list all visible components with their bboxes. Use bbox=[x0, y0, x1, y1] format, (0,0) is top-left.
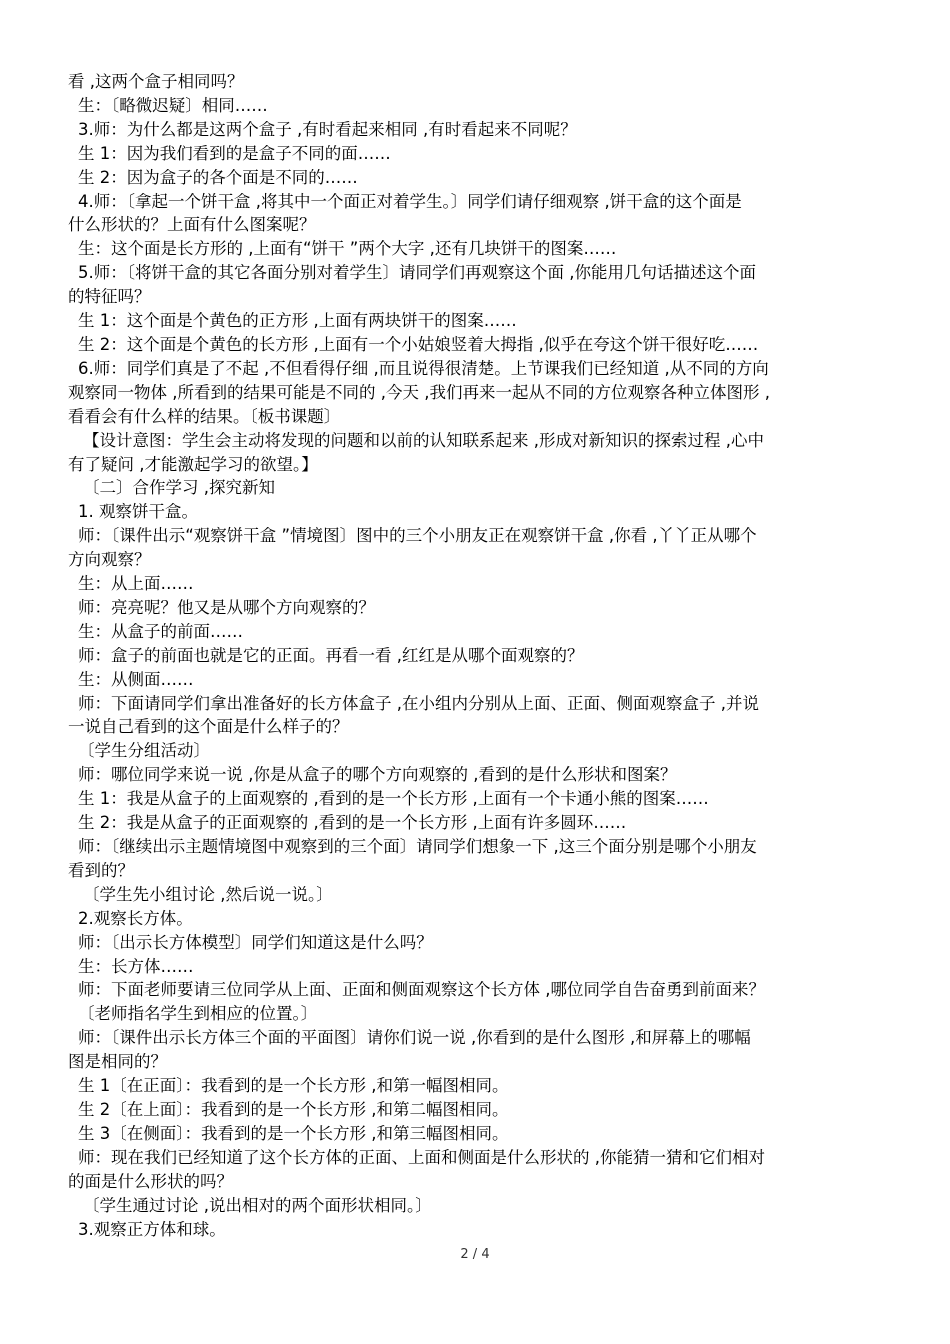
subsection-heading: 2.观察长方体。 bbox=[78, 908, 193, 928]
text-line: 生：从上面…… bbox=[78, 574, 194, 594]
design-intent-note: 【设计意图：学生会主动将发现的问题和以前的认知联系起来 ,形成对新知识的探索过程 ,心中 bbox=[83, 430, 764, 450]
text-line: 师：亮亮呢？他又是从哪个方向观察的？ bbox=[78, 597, 375, 617]
text-line: 生 2：我是从盒子的正面观察的 ,看到的是一个长方形 ,上面有许多圆环…… bbox=[78, 813, 627, 833]
text-line: 师：下面老师要请三位同学从上面、正面和侧面观察这个长方体 ,哪位同学自告奋勇到前面来？ bbox=[78, 980, 765, 1000]
subsection-heading: 1. 观察饼干盒。 bbox=[78, 502, 198, 522]
text-line: 6.师：同学们真是了不起 ,不但看得仔细 ,而且说得很清楚。上节课我们已经知道 ,从不同的方向 bbox=[78, 358, 769, 378]
text-line: 观察同一物体 ,所看到的结果可能是不同的 ,今天 ,我们再来一起从不同的方位观察各种立体图形 , bbox=[68, 382, 770, 402]
text-line: 方向观察？ bbox=[68, 550, 151, 570]
text-line: 的面是什么形状的吗？ bbox=[68, 1171, 233, 1191]
text-line: 一说自己看到的这个面是什么样子的？ bbox=[68, 717, 349, 737]
text-line: 师：〔课件出示“观察饼干盒 ”情境图〕图中的三个小朋友正在观察饼干盒 ,你看 ,丫丫正从哪个 bbox=[78, 526, 757, 546]
text-line: 什么形状的？上面有什么图案呢？ bbox=[68, 215, 316, 235]
text-line: 3.师：为什么都是这两个盒子 ,有时看起来相同 ,有时看起来不同呢？ bbox=[78, 119, 577, 139]
text-line: 师：〔继续出示主题情境图中观察到的三个面〕请同学们想象一下 ,这三个面分别是哪个小朋友 bbox=[78, 837, 757, 856]
text-line: 生：从侧面…… bbox=[78, 669, 194, 689]
text-line: 师：下面请同学们拿出准备好的长方体盒子 ,在小组内分别从上面、正面、侧面观察盒子 ,并说 bbox=[78, 693, 759, 713]
text-line: 师：盒子的前面也就是它的正面。再看一看 ,红红是从哪个面观察的？ bbox=[78, 645, 584, 665]
text-line: 生：长方体…… bbox=[78, 956, 194, 976]
text-line: 生 2：这个面是个黄色的长方形 ,上面有一个小姑娘竖着大拇指 ,似乎在夸这个饼干很好吃…… bbox=[78, 334, 759, 354]
page-number: 2 / 4 bbox=[460, 1247, 490, 1262]
text-line: 的特征吗？ bbox=[68, 287, 151, 307]
text-line: 生：这个面是长方形的 ,上面有“饼干 ”两个大字 ,还有几块饼干的图案…… bbox=[78, 239, 617, 259]
text-line: 生 1：这个面是个黄色的正方形 ,上面有两块饼干的图案…… bbox=[78, 311, 517, 331]
text-line: 师：现在我们已经知道了这个长方体的正面、上面和侧面是什么形状的 ,你能猜一猜和它们相对 bbox=[78, 1147, 765, 1167]
text-line: 师：〔出示长方体模型〕同学们知道这是什么吗？ bbox=[78, 932, 433, 952]
text-line: 生 3〔在侧面〕：我看到的是一个长方形 ,和第三幅图相同。 bbox=[78, 1123, 509, 1143]
text-line: 师：〔课件出示长方体三个面的平面图〕请你们说一说 ,你看到的是什么图形 ,和屏幕上的哪幅 bbox=[78, 1028, 751, 1048]
subsection-heading: 3.观察正方体和球。 bbox=[78, 1219, 226, 1239]
text-line: 〔学生分组活动〕 bbox=[78, 741, 210, 761]
text-line: 看 ,这两个盒子相同吗？ bbox=[68, 72, 244, 91]
text-line: 生 1：因为我们看到的是盒子不同的面…… bbox=[78, 143, 391, 163]
section-heading: 〔二〕合作学习 ,探究新知 bbox=[83, 478, 275, 498]
text-line: 〔学生先小组讨论 ,然后说一说。〕 bbox=[83, 884, 333, 904]
document-body bbox=[68, 70, 886, 1241]
text-line: 师：哪位同学来说一说 ,你是从盒子的哪个方向观察的 ,看到的是什么形状和图案？ bbox=[78, 765, 677, 785]
text-line: 4.师：〔拿起一个饼干盒 ,将其中一个面正对着学生。〕同学们请仔细观察 ,饼干盒的这个面是 bbox=[78, 191, 742, 211]
text-line: 图是相同的？ bbox=[68, 1052, 167, 1072]
text-line: 生：从盒子的前面…… bbox=[78, 621, 243, 641]
text-line: 看到的？ bbox=[68, 860, 134, 880]
text-line: 〔老师指名学生到相应的位置。〕 bbox=[78, 1004, 318, 1024]
text-line: 〔学生通过讨论 ,说出相对的两个面形状相同。〕 bbox=[83, 1195, 432, 1215]
text-line: 生 2〔在上面〕：我看到的是一个长方形 ,和第二幅图相同。 bbox=[78, 1099, 509, 1119]
text-line: 生：〔略微迟疑〕相同…… bbox=[78, 95, 268, 115]
text-line: 生 2：因为盒子的各个面是不同的…… bbox=[78, 167, 358, 187]
text-line: 看看会有什么样的结果。〔板书课题〕 bbox=[68, 406, 341, 426]
text-line: 生 1〔在正面〕：我看到的是一个长方形 ,和第一幅图相同。 bbox=[78, 1076, 509, 1096]
text-line: 生 1：我是从盒子的上面观察的 ,看到的是一个长方形 ,上面有一个卡通小熊的图案…… bbox=[78, 789, 709, 809]
design-intent-note: 有了疑问 ,才能激起学习的欲望。】 bbox=[68, 454, 318, 474]
text-line: 5.师：〔将饼干盒的其它各面分别对着学生〕请同学们再观察这个面 ,你能用几句话描述这个面 bbox=[78, 263, 756, 283]
